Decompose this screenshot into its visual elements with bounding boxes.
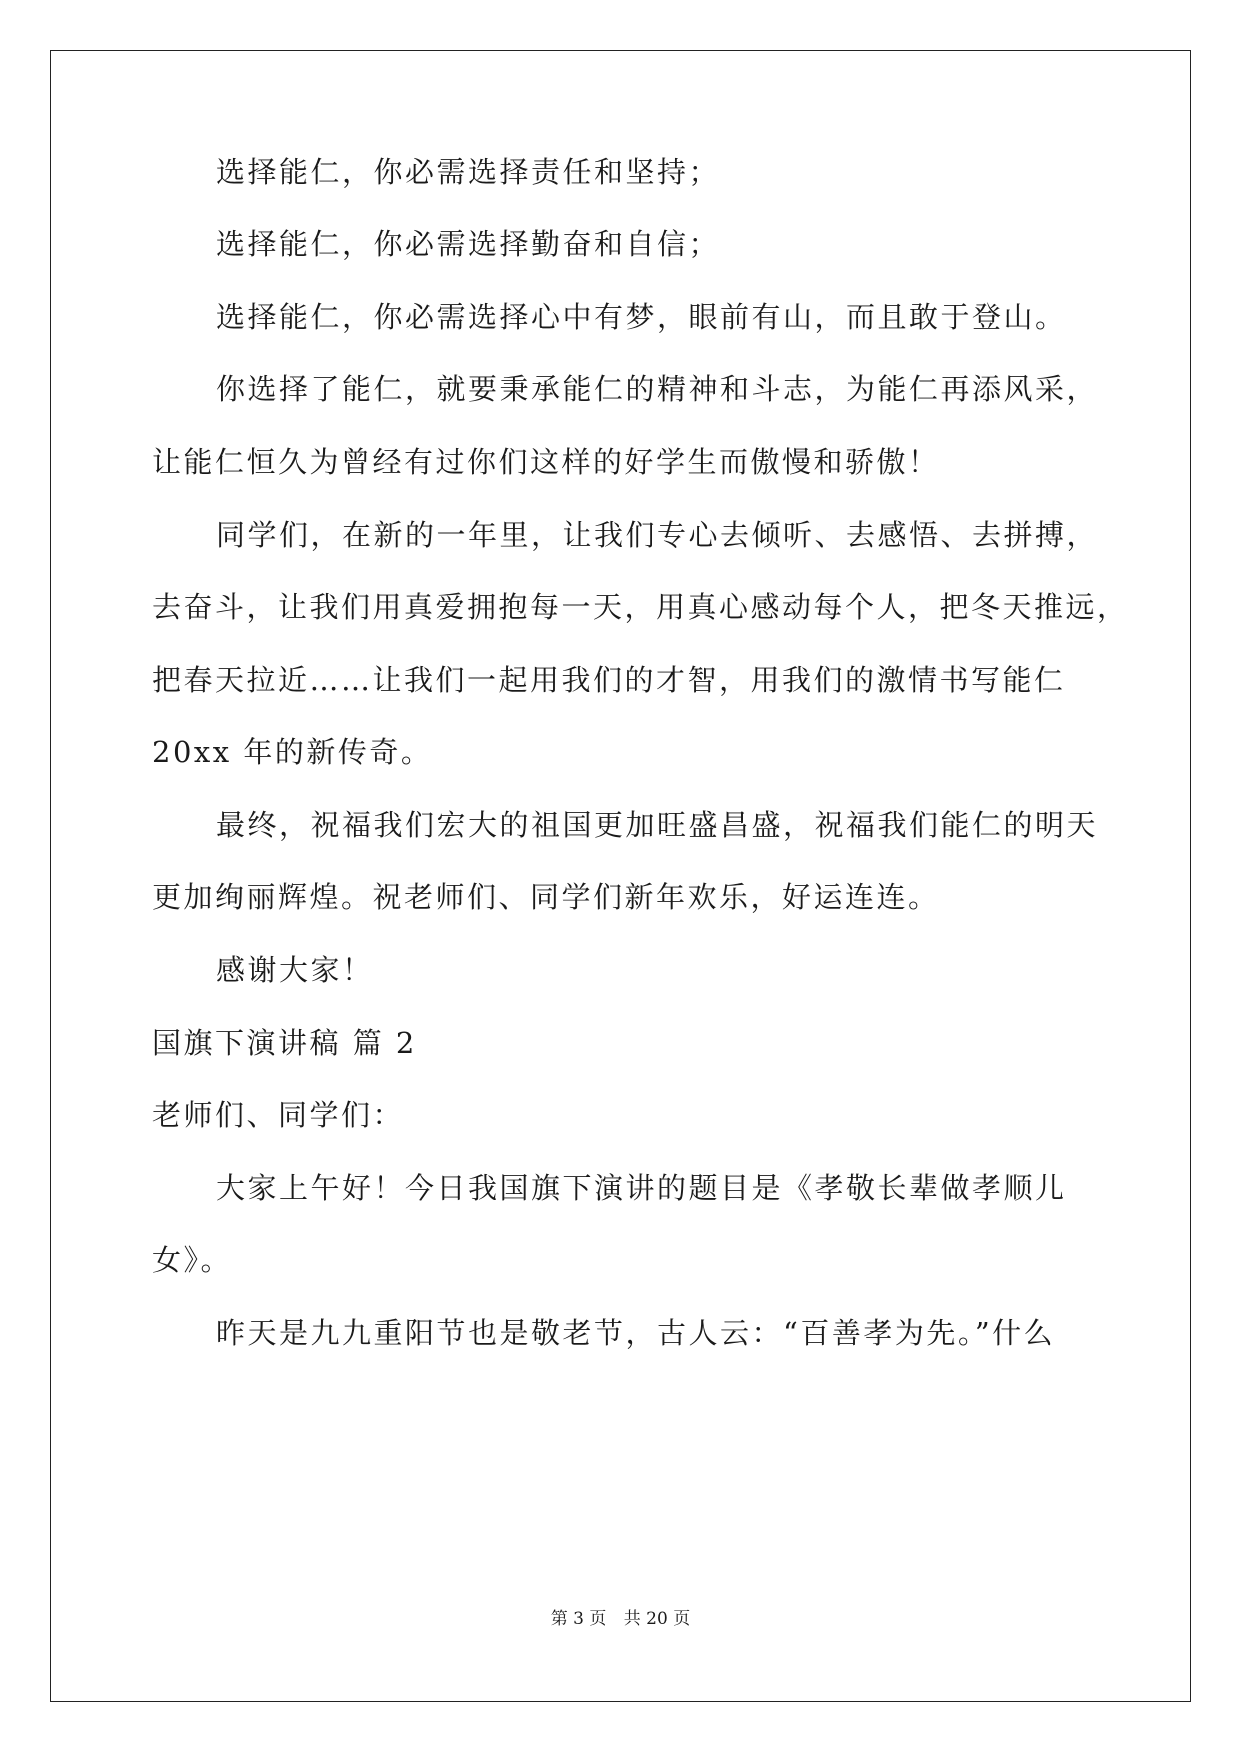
paragraph-line: 最终，祝福我们宏大的祖国更加旺盛昌盛，祝福我们能仁的明天 [216,808,1099,842]
paragraph-line: 20xx 年的新传奇。 [152,735,433,769]
paragraph-line: 同学们，在新的一年里，让我们专心去倾听、去感悟、去拼搏， [216,518,1099,552]
paragraph-line: 把春天拉近……让我们一起用我们的才智，用我们的激情书写能仁 [152,663,1066,697]
paragraph-line: 选择能仁，你必需选择勤奋和自信； [216,227,721,261]
paragraph-line: 让能仁恒久为曾经有过你们这样的好学生而傲慢和骄傲！ [152,445,940,479]
salutation: 老师们、同学们： [152,1098,405,1132]
section-heading: 国旗下演讲稿 篇 2 [152,1026,417,1060]
paragraph-line: 昨天是九九重阳节也是敬老节，古人云：“百善孝为先。”什么 [216,1316,1056,1350]
paragraph-line: 去奋斗，让我们用真爱拥抱每一天，用真心感动每个人，把冬天推远， [152,590,1129,624]
paragraph-line: 选择能仁，你必需选择责任和坚持； [216,155,721,189]
paragraph-line: 更加绚丽辉煌。祝老师们、同学们新年欢乐，好运连连。 [152,880,940,914]
paragraph-line: 感谢大家！ [216,953,374,987]
page-number: 第 3 页 [550,1609,607,1629]
page-footer [0,1608,1241,1630]
paragraph-line: 大家上午好！今日我国旗下演讲的题目是《孝敬长辈做孝顺儿 [216,1171,1067,1205]
paragraph-line: 你选择了能仁，就要秉承能仁的精神和斗志，为能仁再添风采， [216,372,1099,406]
paragraph-line: 选择能仁，你必需选择心中有梦，眼前有山，而且敢于登山。 [216,300,1067,334]
page-total: 共 20 页 [623,1609,691,1629]
paragraph-line: 女》。 [152,1243,233,1277]
